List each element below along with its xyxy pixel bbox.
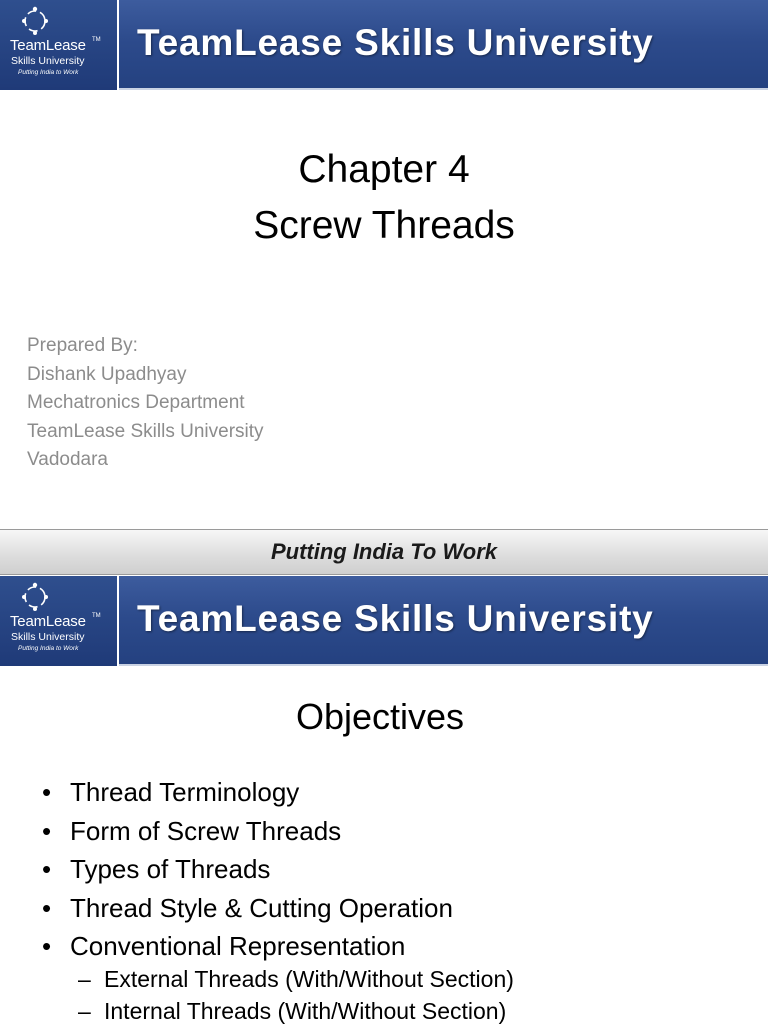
chapter-number: Chapter 4 — [298, 148, 470, 191]
representation-sublist — [78, 963, 514, 1027]
logo-tagline: Putting India to Work — [18, 69, 79, 76]
slide1-header — [0, 0, 768, 90]
footer-bar — [0, 529, 768, 575]
list-item — [42, 850, 453, 889]
logo-tagline: Putting India to Work — [18, 645, 79, 652]
logo-circle-icon — [20, 6, 50, 36]
list-item — [42, 812, 453, 851]
teamlease-logo — [0, 576, 117, 666]
city: Vadodara — [27, 449, 108, 470]
logo-trademark: TM — [92, 37, 101, 43]
bullet-icon: • — [42, 815, 52, 846]
title-bar — [119, 0, 768, 90]
logo-text-teamlease: TeamLease — [10, 37, 86, 54]
list-item-text: Form of Screw Threads — [70, 815, 342, 846]
list-item-text: Thread Style & Cutting Operation — [70, 892, 453, 923]
bullet-icon: • — [42, 892, 52, 923]
list-item-text: Thread Terminology — [70, 777, 300, 807]
list-item — [42, 773, 453, 812]
logo-text-teamlease: TeamLease — [10, 613, 86, 630]
title-bar — [119, 576, 768, 666]
sublist-item — [78, 995, 514, 1027]
banner-title: TeamLease Skills University — [137, 598, 654, 639]
logo-circle-icon — [20, 582, 50, 612]
prepared-by-label: Prepared By: — [27, 335, 138, 356]
chapter-title: Screw Threads — [253, 204, 515, 247]
prepared-by-block — [27, 332, 264, 475]
bullet-icon: • — [42, 854, 52, 884]
slide2-header — [0, 576, 768, 666]
list-item-text: Types of Threads — [70, 854, 271, 884]
logo-text-skills-university: Skills University — [11, 631, 85, 643]
department: Mechatronics Department — [27, 392, 245, 413]
dash-icon: – — [78, 998, 91, 1024]
objectives-list — [42, 773, 453, 966]
institution: TeamLease Skills University — [27, 420, 264, 442]
list-item-text: Conventional Representation — [70, 931, 406, 961]
list-item — [42, 927, 453, 966]
sublist-item-text: External Threads (With/Without Section) — [104, 966, 514, 992]
footer-tagline: Putting India To Work — [270, 539, 498, 564]
list-item — [42, 889, 453, 928]
logo-text-skills-university: Skills University — [11, 55, 85, 67]
logo-trademark: TM — [92, 613, 101, 619]
bullet-icon: • — [42, 931, 52, 961]
objectives-title: Objectives — [295, 696, 465, 737]
banner-title: TeamLease Skills University — [137, 22, 654, 63]
teamlease-logo — [0, 0, 117, 90]
author-name: Dishank Upadhyay — [27, 363, 187, 385]
bullet-icon: • — [42, 777, 52, 807]
sublist-item — [78, 963, 514, 995]
dash-icon: – — [78, 966, 91, 992]
sublist-item-text: Internal Threads (With/Without Section) — [104, 998, 507, 1024]
